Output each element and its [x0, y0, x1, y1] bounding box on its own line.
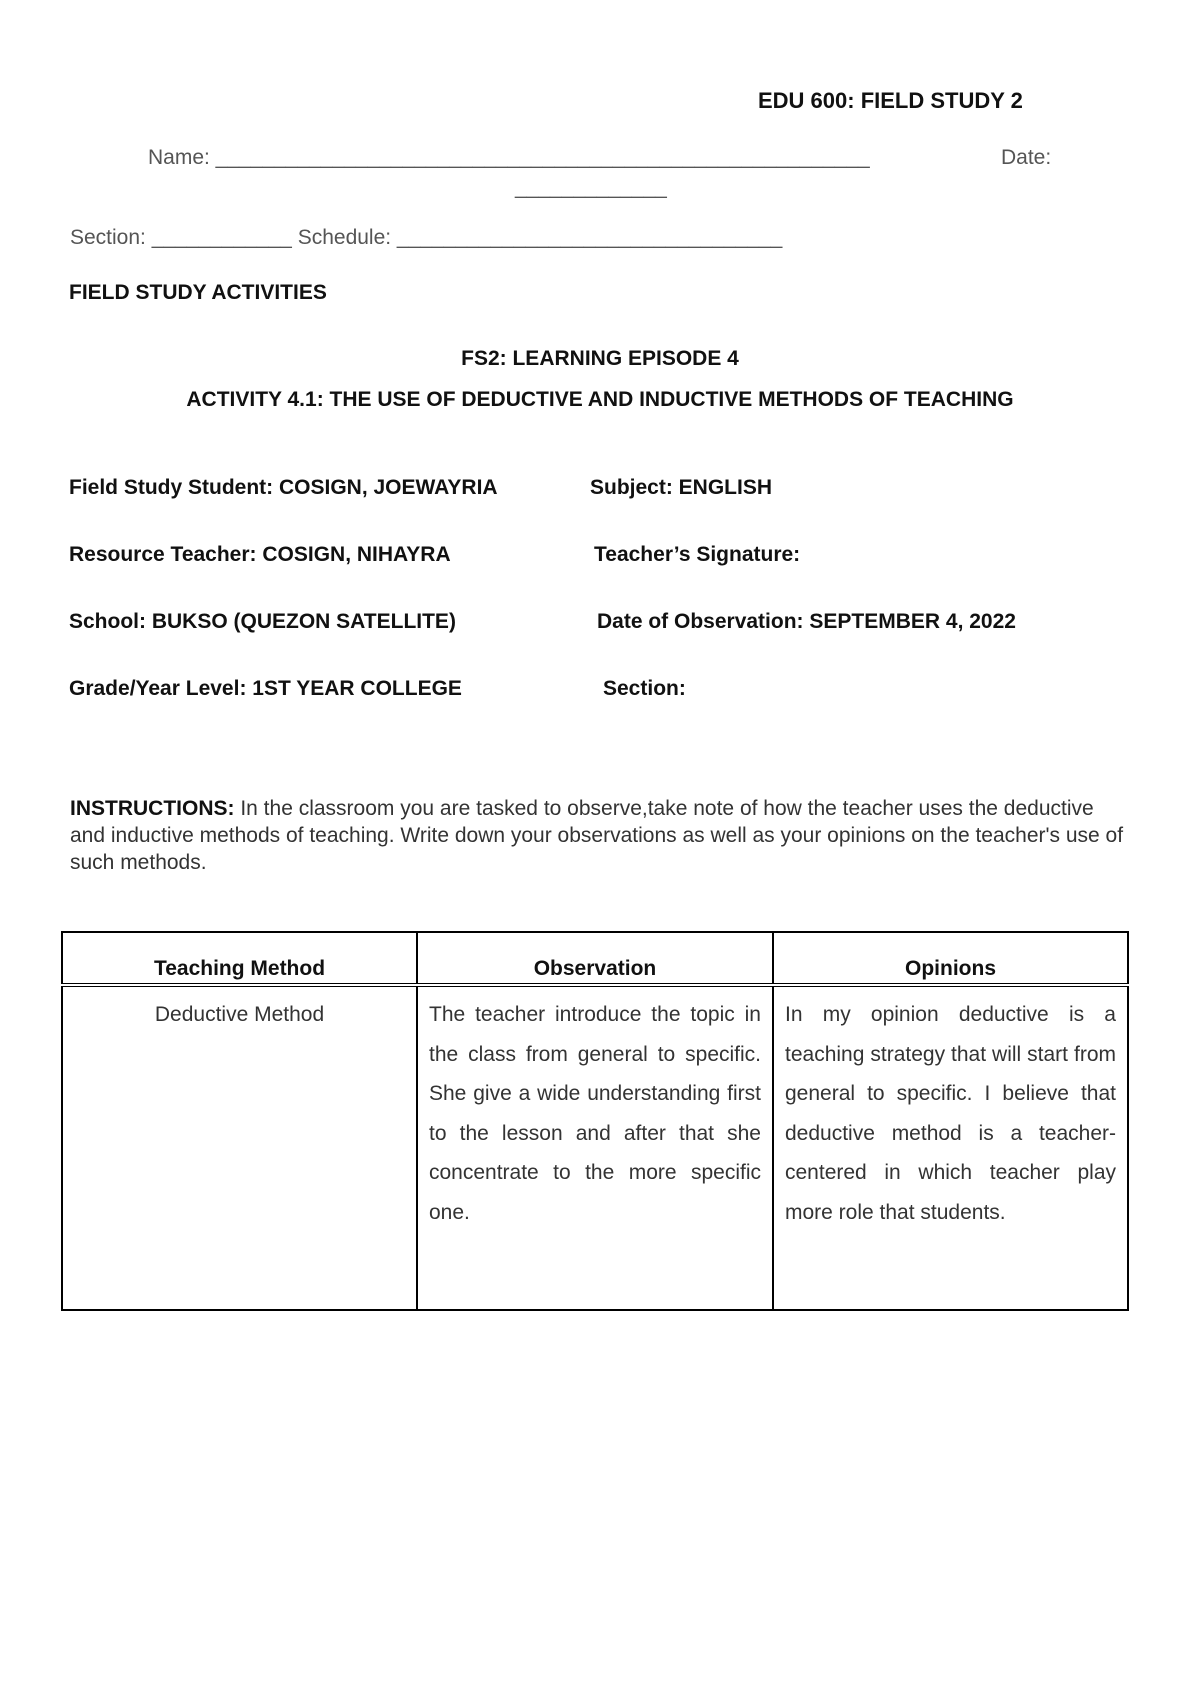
instructions-label: INSTRUCTIONS:: [70, 797, 235, 820]
table-row: [62, 985, 1128, 1310]
section-schedule-line: Section: ____________ Schedule: _________________________________: [70, 226, 783, 249]
observation-table: [61, 931, 1129, 1311]
section-info: Section:: [603, 677, 686, 700]
method-cell: Deductive Method: [62, 985, 417, 1310]
table-header-row: [62, 932, 1128, 985]
name-field-line: Name: ________________________________________________________: [148, 146, 870, 169]
opinion-cell: In my opinion deductive is a teaching strategy that will start from general to specific. I believe that deductive method is a teacher-centered in which teacher play more role that students.: [773, 985, 1128, 1310]
course-title: EDU 600: FIELD STUDY 2: [758, 88, 1023, 113]
header-opinions: Opinions: [773, 932, 1128, 985]
student-info: Field Study Student: COSIGN, JOEWAYRIA: [69, 476, 498, 499]
field-study-activities-heading: FIELD STUDY ACTIVITIES: [69, 281, 327, 304]
school-info: School: BUKSO (QUEZON SATELLITE): [69, 610, 456, 633]
observation-cell: The teacher introduce the topic in the class from general to specific. She give a wide understanding first to the lesson and after that she concentrate to the more specific one.: [417, 985, 773, 1310]
activity-title: ACTIVITY 4.1: THE USE OF DEDUCTIVE AND INDUCTIVE METHODS OF TEACHING: [186, 388, 1014, 411]
header-teaching-method: Teaching Method: [62, 932, 417, 985]
grade-level-info: Grade/Year Level: 1ST YEAR COLLEGE: [69, 677, 462, 700]
date-field-line: _____________: [515, 176, 667, 199]
teacher-signature-label: Teacher’s Signature:: [594, 543, 801, 566]
resource-teacher-info: Resource Teacher: COSIGN, NIHAYRA: [69, 543, 451, 566]
episode-title: FS2: LEARNING EPISODE 4: [461, 347, 739, 370]
date-label: Date:: [1001, 146, 1052, 169]
instructions-text: In the classroom you are tasked to observe,take note of how the teacher uses the deductive and inductive methods of teaching. Write down your observations as well as your opinions on the teacher's use of such methods.: [70, 797, 1124, 874]
header-observation: Observation: [417, 932, 773, 985]
observation-date-info: Date of Observation: SEPTEMBER 4, 2022: [597, 610, 1016, 633]
subject-info: Subject: ENGLISH: [590, 476, 773, 499]
instructions-paragraph: [70, 795, 1130, 876]
